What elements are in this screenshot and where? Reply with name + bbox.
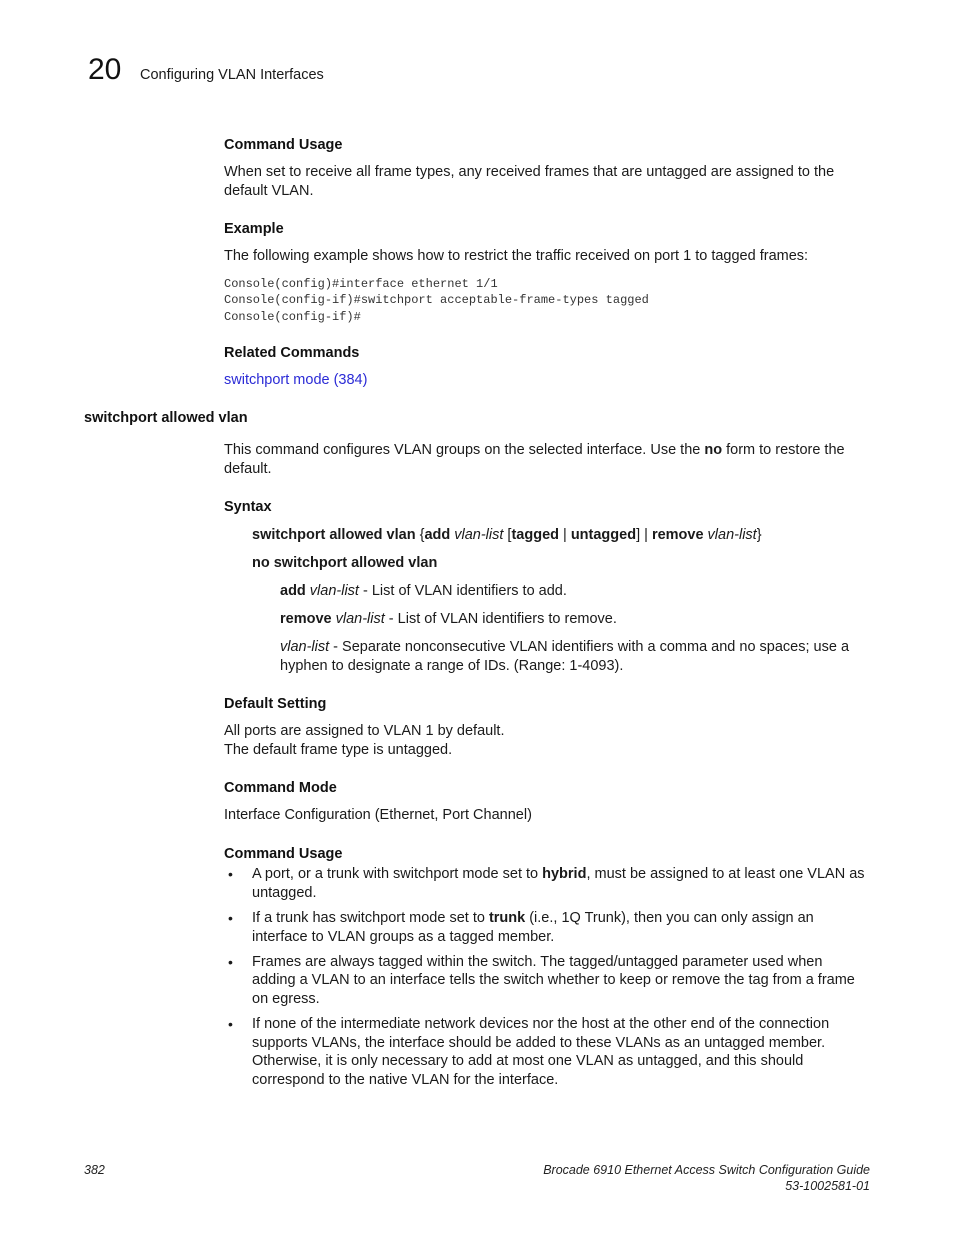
- syntax-punct: }: [756, 527, 762, 543]
- syntax-punct: |: [559, 527, 571, 543]
- command-usage-heading-2: Command Usage: [224, 846, 343, 862]
- default-setting-line2: The default frame type is untagged.: [224, 742, 453, 758]
- syntax-arg: vlan-list: [450, 527, 504, 543]
- bullet-4-line2: supports VLANs, the interface should be added to these VLANs as an untagged member.: [252, 1035, 826, 1051]
- param-arg: vlan-list: [305, 583, 359, 599]
- command-usage-text-line2: default VLAN.: [224, 183, 314, 199]
- command-description-line2: default.: [224, 461, 272, 477]
- command-mode-text: Interface Configuration (Ethernet, Port Channel): [224, 807, 532, 823]
- bullet-1-line2: untagged.: [252, 885, 317, 901]
- syntax-untagged: untagged: [570, 527, 637, 543]
- command-usage-heading: Command Usage: [224, 137, 343, 153]
- bullet-text: , must be assigned to at least one VLAN as: [586, 866, 865, 882]
- syntax-punct: {: [415, 527, 425, 543]
- no-keyword: no: [704, 442, 723, 458]
- bullet-dot: •: [228, 910, 233, 926]
- desc-text: form to restore the: [722, 442, 845, 458]
- syntax-punct: [: [503, 527, 512, 543]
- syntax-arg: vlan-list: [703, 527, 757, 543]
- param-vlan-list: [280, 638, 849, 657]
- command-mode-heading: Command Mode: [224, 780, 337, 796]
- syntax-line: [252, 526, 762, 545]
- bullet-1-line1: [252, 865, 865, 884]
- bullet-3-line3: on egress.: [252, 991, 320, 1007]
- param-vlan-list-line2: hyphen to designate a range of IDs. (Range: 1-4093).: [280, 658, 624, 674]
- param-remove: [280, 610, 617, 629]
- related-commands-heading: Related Commands: [224, 345, 360, 361]
- bullet-4-line3: Otherwise, it is only necessary to add at most one VLAN as untagged, and this should: [252, 1053, 804, 1069]
- syntax-cmd: switchport allowed vlan: [252, 527, 416, 543]
- bullet-dot: •: [228, 1016, 233, 1032]
- bullet-2-line1: [252, 909, 814, 928]
- param-desc: - List of VLAN identifiers to remove.: [384, 611, 617, 627]
- bullet-text: A port, or a trunk with switchport mode set to: [252, 866, 543, 882]
- example-text: The following example shows how to restrict the traffic received on port 1 to tagged frames:: [224, 248, 809, 264]
- syntax-tagged: tagged: [511, 527, 559, 543]
- command-description-line1: [224, 441, 845, 460]
- syntax-heading: Syntax: [224, 499, 272, 515]
- bullet-4-line4: correspond to the native VLAN for the interface.: [252, 1072, 559, 1088]
- syntax-punct: ] |: [636, 527, 652, 543]
- chapter-number: 20: [88, 53, 122, 86]
- example-heading: Example: [224, 221, 284, 237]
- bullet-3-line2: adding a VLAN to an interface tells the switch whether to keep or remove the tag from a frame: [252, 972, 855, 988]
- param-desc: - Separate nonconsecutive VLAN identifiers with a comma and no spaces; use a: [329, 639, 850, 655]
- command-usage-text-line1: When set to receive all frame types, any received frames that are untagged are assigned to the: [224, 164, 835, 180]
- hybrid-keyword: hybrid: [542, 866, 587, 882]
- desc-text: This command configures VLAN groups on the selected interface. Use the: [224, 442, 705, 458]
- bullet-2-line2: interface to VLAN groups as a tagged member.: [252, 929, 555, 945]
- command-title: switchport allowed vlan: [84, 410, 248, 426]
- code-line: Console(config-if)#switchport acceptable-frame-types tagged: [224, 293, 649, 307]
- default-setting-line1: All ports are assigned to VLAN 1 by default.: [224, 723, 505, 739]
- bullet-3-line1: Frames are always tagged within the switch. The tagged/untagged parameter used when: [252, 954, 823, 970]
- bullet-dot: •: [228, 866, 233, 882]
- chapter-title: Configuring VLAN Interfaces: [140, 67, 324, 83]
- no-form-syntax: no switchport allowed vlan: [252, 555, 438, 571]
- default-setting-heading: Default Setting: [224, 696, 327, 712]
- trunk-keyword: trunk: [488, 910, 526, 926]
- param-keyword: remove: [280, 611, 332, 627]
- syntax-add: add: [424, 527, 451, 543]
- param-keyword: add: [280, 583, 306, 599]
- param-arg: vlan-list: [280, 639, 330, 655]
- param-desc: - List of VLAN identifiers to add.: [358, 583, 567, 599]
- bullet-4-line1: If none of the intermediate network devices nor the host at the other end of the connection: [252, 1016, 830, 1032]
- bullet-text: If a trunk has switchport mode set to: [252, 910, 489, 926]
- bullet-text: (i.e., 1Q Trunk), then you can only assign an: [525, 910, 814, 926]
- param-arg: vlan-list: [331, 611, 385, 627]
- syntax-remove: remove: [651, 527, 704, 543]
- param-add: [280, 582, 567, 601]
- bullet-dot: •: [228, 954, 233, 970]
- code-line: Console(config-if)#: [224, 310, 361, 324]
- related-command-link[interactable]: switchport mode (384): [224, 372, 368, 388]
- document-number: 53-1002581-01: [785, 1179, 870, 1193]
- document-title: Brocade 6910 Ethernet Access Switch Configuration Guide: [543, 1163, 870, 1177]
- page-number: 382: [84, 1163, 105, 1177]
- code-line: Console(config)#interface ethernet 1/1: [224, 277, 498, 291]
